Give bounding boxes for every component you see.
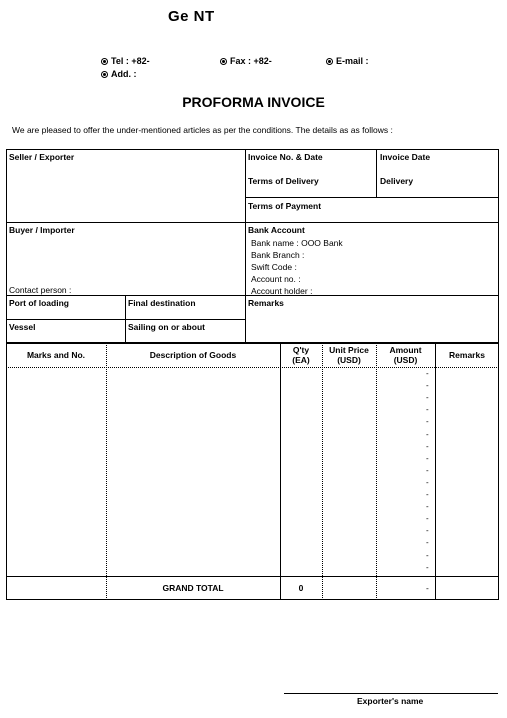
buyer-label: Buyer / Importer bbox=[9, 225, 75, 235]
invoice-date-label: Invoice Date bbox=[380, 152, 431, 162]
amount-cell: - bbox=[426, 477, 429, 487]
bullet-icon bbox=[101, 71, 108, 78]
header-unit-price-line2: (USD) bbox=[337, 355, 361, 365]
amount-cell: - bbox=[426, 429, 429, 439]
grand-total-divider bbox=[6, 576, 499, 577]
seller-label: Seller / Exporter bbox=[9, 152, 75, 162]
column-divider bbox=[106, 343, 107, 600]
amount-cell: - bbox=[426, 405, 429, 415]
final-destination-label: Final destination bbox=[128, 298, 196, 308]
header-amount-line1: Amount bbox=[389, 345, 422, 355]
email-text: E-mail : bbox=[336, 56, 369, 66]
bank-account-label: Bank Account bbox=[248, 225, 305, 235]
header-description: Description of Goods bbox=[149, 350, 237, 360]
amount-cell: - bbox=[426, 453, 429, 463]
bullet-icon bbox=[220, 58, 227, 65]
company-name: Ge NT bbox=[168, 8, 215, 25]
address-text: Add. : bbox=[111, 69, 137, 79]
grid-divider bbox=[6, 222, 499, 223]
amount-cell: - bbox=[426, 514, 429, 524]
grid-divider bbox=[245, 197, 499, 198]
grand-total-qty: 0 bbox=[298, 583, 304, 593]
intro-text: We are pleased to offer the under-mentioned articles as per the conditions. The details as as follows : bbox=[12, 125, 393, 135]
port-loading-label: Port of loading bbox=[9, 298, 69, 308]
amount-cell: - bbox=[426, 393, 429, 403]
table-header-divider bbox=[6, 367, 499, 368]
grid-divider bbox=[245, 149, 246, 343]
bullet-icon bbox=[326, 58, 333, 65]
amount-cell: - bbox=[426, 369, 429, 378]
header-remarks: Remarks bbox=[449, 350, 485, 360]
fax-text: Fax : +82- bbox=[230, 56, 272, 66]
header-unit-price-line1: Unit Price bbox=[329, 345, 369, 355]
vessel-label: Vessel bbox=[9, 322, 36, 332]
amount-cell: - bbox=[426, 381, 429, 391]
amount-cell: - bbox=[426, 502, 429, 512]
header-marks: Marks and No. bbox=[26, 350, 86, 360]
column-divider bbox=[435, 343, 436, 600]
terms-delivery-label: Terms of Delivery bbox=[248, 176, 319, 186]
grand-total-label: GRAND TOTAL bbox=[162, 583, 224, 593]
terms-payment-label: Terms of Payment bbox=[248, 201, 322, 211]
column-divider bbox=[322, 343, 323, 600]
header-amount bbox=[376, 345, 435, 365]
bullet-icon bbox=[101, 58, 108, 65]
contact-tel bbox=[101, 56, 150, 66]
amount-cell: - bbox=[426, 550, 429, 560]
column-divider bbox=[376, 343, 377, 600]
signature-line bbox=[284, 693, 498, 694]
amount-cell: - bbox=[426, 441, 429, 451]
amount-cell: - bbox=[426, 417, 429, 427]
account-no: Account no. : bbox=[251, 274, 301, 284]
header-unit-price bbox=[322, 345, 376, 365]
contact-person-label: Contact person : bbox=[9, 285, 72, 295]
amount-cell: - bbox=[426, 465, 429, 475]
grid-divider bbox=[6, 319, 246, 320]
amount-cell: - bbox=[426, 490, 429, 499]
remarks-label: Remarks bbox=[248, 298, 284, 308]
grid-divider bbox=[125, 295, 126, 343]
tel-text: Tel : +82- bbox=[111, 56, 150, 66]
amount-cell: - bbox=[426, 562, 429, 572]
header-qty bbox=[280, 345, 322, 365]
document-title: PROFORMA INVOICE bbox=[182, 94, 325, 110]
grid-divider bbox=[376, 149, 377, 198]
sailing-label: Sailing on or about bbox=[128, 322, 205, 332]
invoice-no-label: Invoice No. & Date bbox=[248, 152, 323, 162]
header-qty-line2: (EA) bbox=[292, 355, 310, 365]
header-amount-line2: (USD) bbox=[393, 355, 418, 365]
bank-name: Bank name : OOO Bank bbox=[251, 238, 343, 248]
delivery-label: Delivery bbox=[380, 176, 414, 186]
contact-address bbox=[101, 69, 137, 79]
amount-cell: - bbox=[426, 538, 429, 548]
bank-branch: Bank Branch : bbox=[251, 250, 305, 260]
account-holder: Account holder : bbox=[251, 286, 313, 296]
column-divider bbox=[280, 343, 281, 600]
contact-email bbox=[326, 56, 369, 66]
amount-cell: - bbox=[426, 526, 429, 536]
exporter-name-label: Exporter's name bbox=[357, 696, 424, 706]
contact-fax bbox=[220, 56, 272, 66]
grand-total-amount: - bbox=[426, 583, 429, 593]
swift-code: Swift Code : bbox=[251, 262, 297, 272]
header-qty-line1: Q'ty bbox=[292, 345, 310, 355]
